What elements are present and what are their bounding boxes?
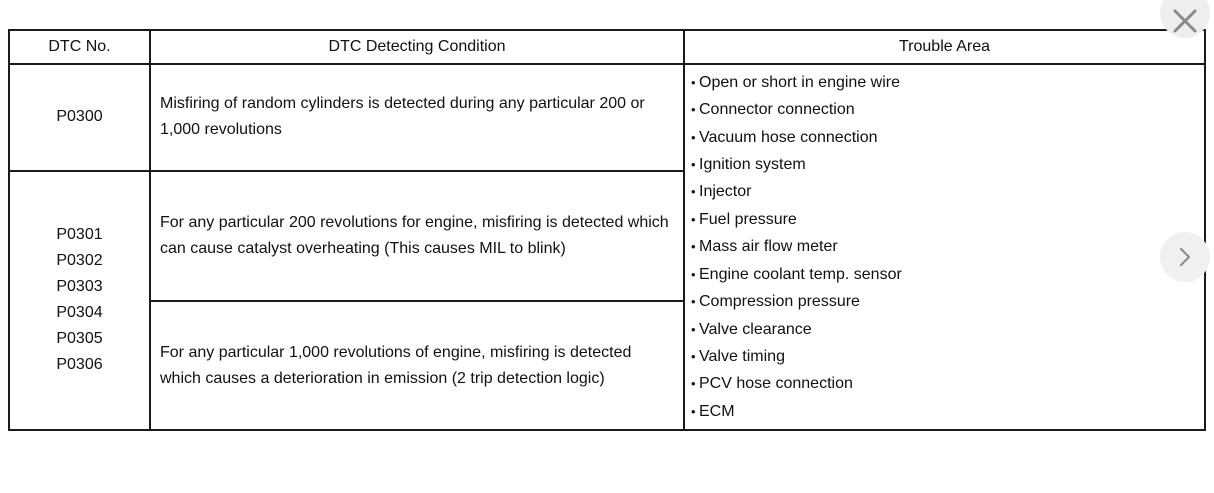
- list-item: • Injector: [691, 183, 752, 201]
- close-icon: [1172, 8, 1198, 34]
- header-detecting-condition: DTC Detecting Condition: [150, 30, 684, 64]
- list-item: • Valve timing: [691, 347, 785, 365]
- dtc-code-cell: [9, 171, 150, 430]
- list-item: • Engine coolant temp. sensor: [691, 265, 902, 283]
- dtc-code: P0303: [56, 278, 103, 296]
- list-item: • Vacuum hose connection: [691, 128, 878, 146]
- list-item: • Connector connection: [691, 101, 855, 119]
- trouble-area-list: [691, 69, 1204, 425]
- dtc-code: P0304: [56, 304, 103, 322]
- list-item: • Fuel pressure: [691, 210, 797, 228]
- table-header-row: [9, 30, 1205, 64]
- chevron-right-icon: [1178, 246, 1192, 268]
- header-trouble-area: Trouble Area: [684, 30, 1205, 64]
- list-item: • Valve clearance: [691, 320, 812, 338]
- list-item: • Ignition system: [691, 156, 806, 174]
- trouble-area-cell: [684, 64, 1205, 430]
- dtc-code-cell: [9, 64, 150, 171]
- list-item: • Compression pressure: [691, 293, 860, 311]
- list-item: • PCV hose connection: [691, 375, 853, 393]
- header-dtc-no: DTC No.: [9, 30, 150, 64]
- dtc-code: P0300: [56, 108, 103, 126]
- dtc-code: P0302: [56, 252, 103, 270]
- list-item: • Open or short in engine wire: [691, 73, 900, 91]
- next-button[interactable]: [1160, 232, 1210, 282]
- dtc-table: [8, 29, 1206, 431]
- list-item: • Mass air flow meter: [691, 238, 838, 256]
- dtc-code: P0306: [56, 356, 103, 374]
- list-item: • ECM: [691, 402, 735, 420]
- table-row: [9, 64, 1205, 171]
- dtc-code: P0301: [56, 226, 103, 244]
- condition-cell: For any particular 1,000 revolutions of engine, misfiring is detected which causes a deterioration in emission (2 trip detection logic): [150, 301, 684, 430]
- dtc-code: P0305: [56, 330, 103, 348]
- condition-cell: For any particular 200 revolutions for engine, misfiring is detected which can cause catalyst overheating (This causes MIL to blink): [150, 171, 684, 302]
- condition-cell: Misfiring of random cylinders is detected during any particular 200 or 1,000 revolutions: [150, 64, 684, 171]
